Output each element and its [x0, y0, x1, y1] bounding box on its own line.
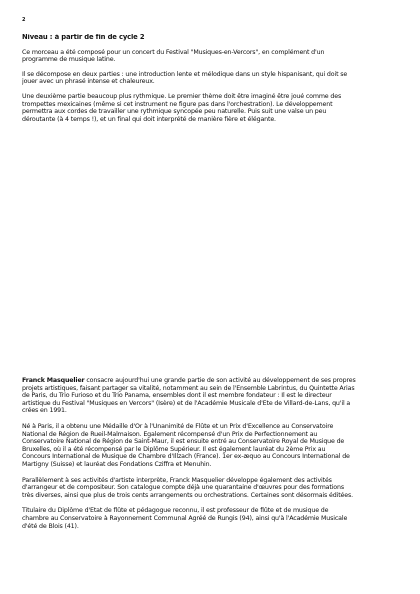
composer-name: Franck Masquelier	[22, 377, 85, 384]
page-number: 2	[22, 17, 26, 23]
text-line: Parallèlement à ses activités d'artiste interprète, Franck Masquelier développe également des activités	[22, 476, 332, 484]
text-line: Une deuxième partie beaucoup plus rythmique. Le premier thème doit être imaginé être joué comme des	[22, 92, 342, 100]
text-line: programme de musique latine.	[22, 56, 116, 64]
text-line: jouer avec un phrasé intense et chaleureux.	[22, 78, 155, 86]
text-line: trompettes mexicaines (même si cet instrument ne figure pas dans l'orchestration). Le développement	[22, 100, 333, 108]
text-line: Né à Paris, il a obtenu une Médaille d'Or à l'Unanimité de Flûte et un Prix d'Excellence au Conservatoire	[22, 422, 334, 430]
text-line: Concours International de Musique de Chambre d'Illzach (France). 1er ex-æquo au Concours International de	[22, 453, 350, 461]
text-line: projets artistiques, faisant partager sa vitalité, notamment au sein de l'Ensemble Labrintus, du Quintette Arias	[22, 384, 355, 392]
text-line: Il se décompose en deux parties : une introduction lente et mélodique dans un style hispanisant, qui doit se	[22, 70, 348, 78]
text-line: permettra aux cordes de travailler une rythmique syncopée peu naturelle. Puis suit une valse un peu	[22, 108, 327, 116]
bio-paragraph-3	[22, 477, 397, 500]
text-line: Ce morceau a été composé pour un concert du Festival "Musiques-en-Vercors", en complément d'un	[22, 48, 325, 56]
text-line: très diverses, ainsi que plus de trois cents arrangements ou orchestrations. Certaines sont désormais éditées.	[22, 491, 353, 499]
biography-section	[22, 377, 397, 538]
intro-paragraph-1	[22, 49, 397, 64]
text-line: Titulaire du Diplôme d'Etat de flûte et pédagogue reconnu, il est professeur de flûte et de musique de	[22, 507, 329, 515]
text-line: Bruxelles, où il a été récompensé par le Diplôme Supérieur. Il est également lauréat du 2ème Prix au	[22, 445, 326, 453]
text-line: chambre au Conservatoire à Rayonnement Communal Agréé de Rungis (94), ainsi qu'à l'Académie Musicale	[22, 514, 348, 522]
intro-paragraph-3	[22, 93, 397, 123]
text-line: crées en 1991.	[22, 407, 67, 415]
text-line	[22, 377, 397, 385]
bio-paragraph-1	[22, 377, 397, 415]
intro-section	[22, 34, 397, 130]
text-line: déroutante (à 4 temps !), et un final qui doit interprété de manière fière et élégante.	[22, 115, 276, 123]
text-line: Conservatoire National de Région de Saint-Maur, il est ensuite entré au Conservatoire Royal de Musique de	[22, 438, 345, 446]
intro-paragraph-2	[22, 71, 397, 86]
text-line: National de Région de Rueil-Malmaison. Egalement récompensé d'un Prix de Perfectionnement au	[22, 430, 318, 438]
bio-paragraph-4	[22, 507, 397, 530]
text-line: d'arrangeur et de compositeur. Son catalogue compte déjà une quarantaine d'œuvres pour des formations	[22, 484, 344, 492]
text-line: artistique du Festival "Musiques en Vercors" (Isère) et de l'Académie Musicale d'Ete de Villard-de-Lans, qu'il a	[22, 399, 351, 407]
text-fragment: consacre aujourd'hui une grande partie de son activité au développement de ses propres	[84, 377, 356, 384]
text-line: de Paris, du Trio Furioso et du Trio Panama, ensembles dont il est membre fondateur : Il est le directeur	[22, 392, 332, 400]
bio-paragraph-2	[22, 423, 397, 469]
text-line: d'été de Blois (41).	[22, 522, 79, 530]
text-line: Martigny (Suisse) et lauréat des Fondations Cziffra et Menuhin.	[22, 460, 212, 468]
level-heading: Niveau : à partir de fin de cycle 2	[22, 34, 145, 41]
